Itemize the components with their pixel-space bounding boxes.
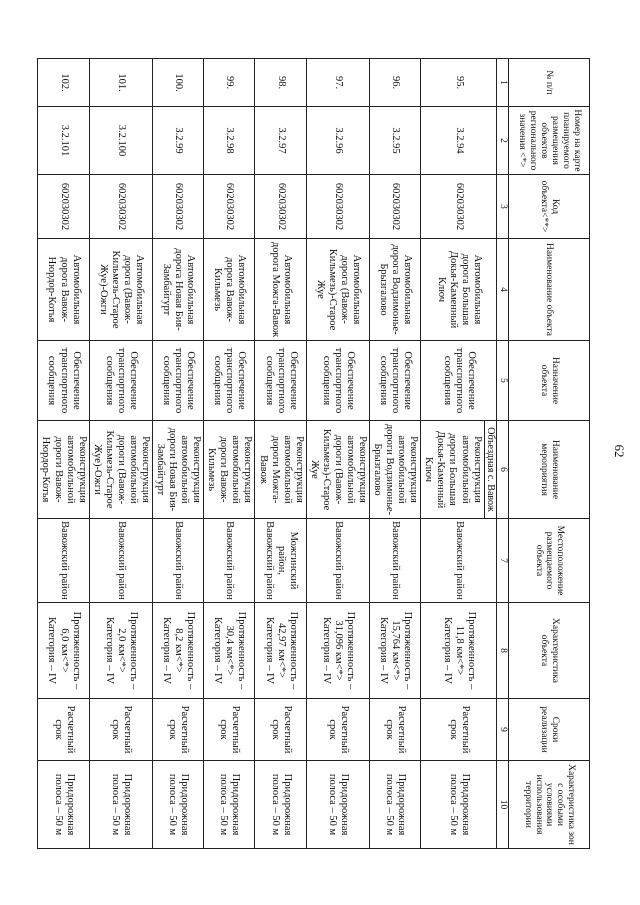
cell-location: Вавожский район bbox=[152, 519, 203, 603]
cell-zone: Придорожная полоса – 50 м bbox=[255, 761, 306, 849]
cell-zone: Придорожная полоса – 50 м bbox=[204, 761, 255, 849]
cell-char: Протяженность – 15,764 км<*> Категория – IV bbox=[370, 603, 421, 699]
header-cell: Наименование мероприятия bbox=[509, 421, 590, 519]
cell-n: 97. bbox=[306, 59, 369, 107]
cell-term: Расчетный срок bbox=[38, 699, 89, 761]
cell-term: Расчетный срок bbox=[89, 699, 152, 761]
column-number: 7 bbox=[497, 519, 509, 603]
cell-name: Автомобильная дорога Новая Бия-Замбайгурт bbox=[152, 239, 203, 341]
column-number: 10 bbox=[497, 761, 509, 849]
header-cell: Сроки реализации bbox=[509, 699, 590, 761]
table-row bbox=[421, 59, 497, 849]
cell-term: Расчетный срок bbox=[152, 699, 203, 761]
table-row bbox=[370, 59, 421, 849]
header-cell: Характеристика объекта bbox=[509, 603, 590, 699]
cell-measure: Реконструкция автомобильной дороги Можга-Вавож bbox=[255, 421, 306, 519]
column-number: 6 bbox=[497, 421, 509, 519]
cell-measure: Реконструкция автомобильной дороги Вавож-Кильмезь bbox=[204, 421, 255, 519]
cell-code: 602030302 bbox=[38, 175, 89, 239]
cell-name: Автомобильная дорога Вавож-Нюрдор-Котья bbox=[38, 239, 89, 341]
cell-char: Протяженность – 11,8 км<*> Категория – IV bbox=[421, 603, 497, 699]
page-number: 62 bbox=[612, 444, 627, 458]
cell-zone: Придорожная полоса – 50 м bbox=[306, 761, 369, 849]
column-number-row bbox=[497, 59, 509, 849]
cell-location: Вавожский район bbox=[89, 519, 152, 603]
cell-location: Вавожский район bbox=[38, 519, 89, 603]
header-cell: Наименование объекта bbox=[509, 239, 590, 341]
cell-term: Расчетный срок bbox=[255, 699, 306, 761]
cell-name: Автомобильная дорога (Вавож-Кильмезь)-Старое Жуе bbox=[306, 239, 369, 341]
rotated-table-sheet bbox=[40, 58, 590, 848]
header-cell: Код объекта<**> bbox=[509, 175, 590, 239]
cell-purpose: Обеспечение транспортного сообщения bbox=[152, 341, 203, 421]
header-cell: Местоположение размещаемого объекта bbox=[509, 519, 590, 603]
table-row bbox=[204, 59, 255, 849]
cell-purpose: Обеспечение транспортного сообщения bbox=[370, 341, 421, 421]
cell-measure: Реконструкция автомобильной дороги Водзимонье-Брызгалово bbox=[370, 421, 421, 519]
column-number: 5 bbox=[497, 341, 509, 421]
cell-location: Вавожский район bbox=[370, 519, 421, 603]
cell-map: 3.2.99 bbox=[152, 107, 203, 175]
header-cell: Номер на карте планируемого размещения объектов регионального значения <*> bbox=[509, 107, 590, 175]
cell-zone: Придорожная полоса – 50 м bbox=[421, 761, 497, 849]
cell-zone: Придорожная полоса – 50 м bbox=[38, 761, 89, 849]
table-row bbox=[152, 59, 203, 849]
cell-zone: Придорожная полоса – 50 м bbox=[152, 761, 203, 849]
cell-map: 3.2.96 bbox=[306, 107, 369, 175]
cell-measure: Реконструкция автомобильной дороги (Вавож-Кильмезь-Старое Жуе)-Ожги bbox=[89, 421, 152, 519]
cell-map: 3.2.97 bbox=[255, 107, 306, 175]
cell-char: Протяженность – 42,97 км<*> Категория – IV bbox=[255, 603, 306, 699]
cell-char: Протяженность – 8,2 км<*> Категория – IV bbox=[152, 603, 203, 699]
cell-n: 98. bbox=[255, 59, 306, 107]
cell-location: Можгинский район, Вавожский район bbox=[255, 519, 306, 603]
cell-measure: Реконструкция автомобильной дороги (Вавож-Кильмезь)-Старое Жуе bbox=[306, 421, 369, 519]
cell-char: Протяженность – 31,096 км<*> Категория – IV bbox=[306, 603, 369, 699]
cell-measure: Реконструкция автомобильной дороги Большая Докья-Каменный Ключ bbox=[423, 430, 483, 509]
measure-cell bbox=[421, 421, 497, 519]
cell-measure: Реконструкция автомобильной дороги Новая Бия-Замбайгурт bbox=[152, 421, 203, 519]
section-label: Объездная с. Вавож bbox=[484, 421, 497, 518]
table-row bbox=[89, 59, 152, 849]
cell-name: Автомобильная дорога (Вавож-Кильмезь-Старое Жуе)-Ожги bbox=[89, 239, 152, 341]
cell-char: Протяженность – 30,4 км<*> Категория – IV bbox=[204, 603, 255, 699]
cell-n: 100. bbox=[152, 59, 203, 107]
cell-char: Протяженность – 2,0 км<*> Категория – IV bbox=[89, 603, 152, 699]
cell-location: Вавожский район bbox=[204, 519, 255, 603]
cell-map: 3.2.98 bbox=[204, 107, 255, 175]
table-row bbox=[255, 59, 306, 849]
header-cell: Характеристика зон с особыми условиями использования территории bbox=[509, 761, 590, 849]
cell-zone: Придорожная полоса – 50 м bbox=[89, 761, 152, 849]
cell-n: 99. bbox=[204, 59, 255, 107]
cell-term: Расчетный срок bbox=[306, 699, 369, 761]
cell-code: 602030302 bbox=[370, 175, 421, 239]
cell-map: 3.2.95 bbox=[370, 107, 421, 175]
cell-term: Расчетный срок bbox=[370, 699, 421, 761]
column-number: 9 bbox=[497, 699, 509, 761]
cell-char: Протяженность – 6,0 км<*> Категория – IV bbox=[38, 603, 89, 699]
cell-code: 602030302 bbox=[421, 175, 497, 239]
cell-purpose: Обеспечение транспортного сообщения bbox=[306, 341, 369, 421]
cell-n: 102. bbox=[38, 59, 89, 107]
table-row bbox=[38, 59, 89, 849]
cell-map: 3.2.101 bbox=[38, 107, 89, 175]
objects-table bbox=[37, 58, 590, 849]
cell-purpose: Обеспечение транспортного сообщения bbox=[204, 341, 255, 421]
cell-code: 602030302 bbox=[255, 175, 306, 239]
cell-name: Автомобильная дорога Большая Докья-Каменный Ключ bbox=[421, 239, 497, 341]
column-number: 8 bbox=[497, 603, 509, 699]
cell-n: 96. bbox=[370, 59, 421, 107]
cell-purpose: Обеспечение транспортного сообщения bbox=[421, 341, 497, 421]
cell-name: Автомобильная дорога Вавож-Кильмезь bbox=[204, 239, 255, 341]
cell-purpose: Обеспечение транспортного сообщения bbox=[38, 341, 89, 421]
cell-location: Вавожский район bbox=[306, 519, 369, 603]
cell-purpose: Обеспечение транспортного сообщения bbox=[89, 341, 152, 421]
header-cell: Назначение объекта bbox=[509, 341, 590, 421]
column-number: 4 bbox=[497, 239, 509, 341]
cell-term: Расчетный срок bbox=[421, 699, 497, 761]
cell-code: 602030302 bbox=[152, 175, 203, 239]
column-number: 2 bbox=[497, 107, 509, 175]
cell-n: 95. bbox=[421, 59, 497, 107]
header-cell: № п/п bbox=[509, 59, 590, 107]
cell-map: 3.2.94 bbox=[421, 107, 497, 175]
cell-zone: Придорожная полоса – 50 м bbox=[370, 761, 421, 849]
column-number: 1 bbox=[497, 59, 509, 107]
cell-name: Автомобильная дорога Можга-Вавож bbox=[255, 239, 306, 341]
cell-purpose: Обеспечение транспортного сообщения bbox=[255, 341, 306, 421]
cell-code: 602030302 bbox=[89, 175, 152, 239]
cell-code: 602030302 bbox=[306, 175, 369, 239]
column-number: 3 bbox=[497, 175, 509, 239]
table-row bbox=[306, 59, 369, 849]
cell-n: 101. bbox=[89, 59, 152, 107]
cell-map: 3.2.100 bbox=[89, 107, 152, 175]
cell-measure: Реконструкция автомобильной дороги Вавож-Нюрдор-Котья bbox=[38, 421, 89, 519]
header-row bbox=[509, 59, 590, 849]
cell-location: Вавожский район bbox=[421, 519, 497, 603]
cell-name: Автомобильная дорога Водзимонье-Брызгалово bbox=[370, 239, 421, 341]
cell-term: Расчетный срок bbox=[204, 699, 255, 761]
cell-code: 602030302 bbox=[204, 175, 255, 239]
